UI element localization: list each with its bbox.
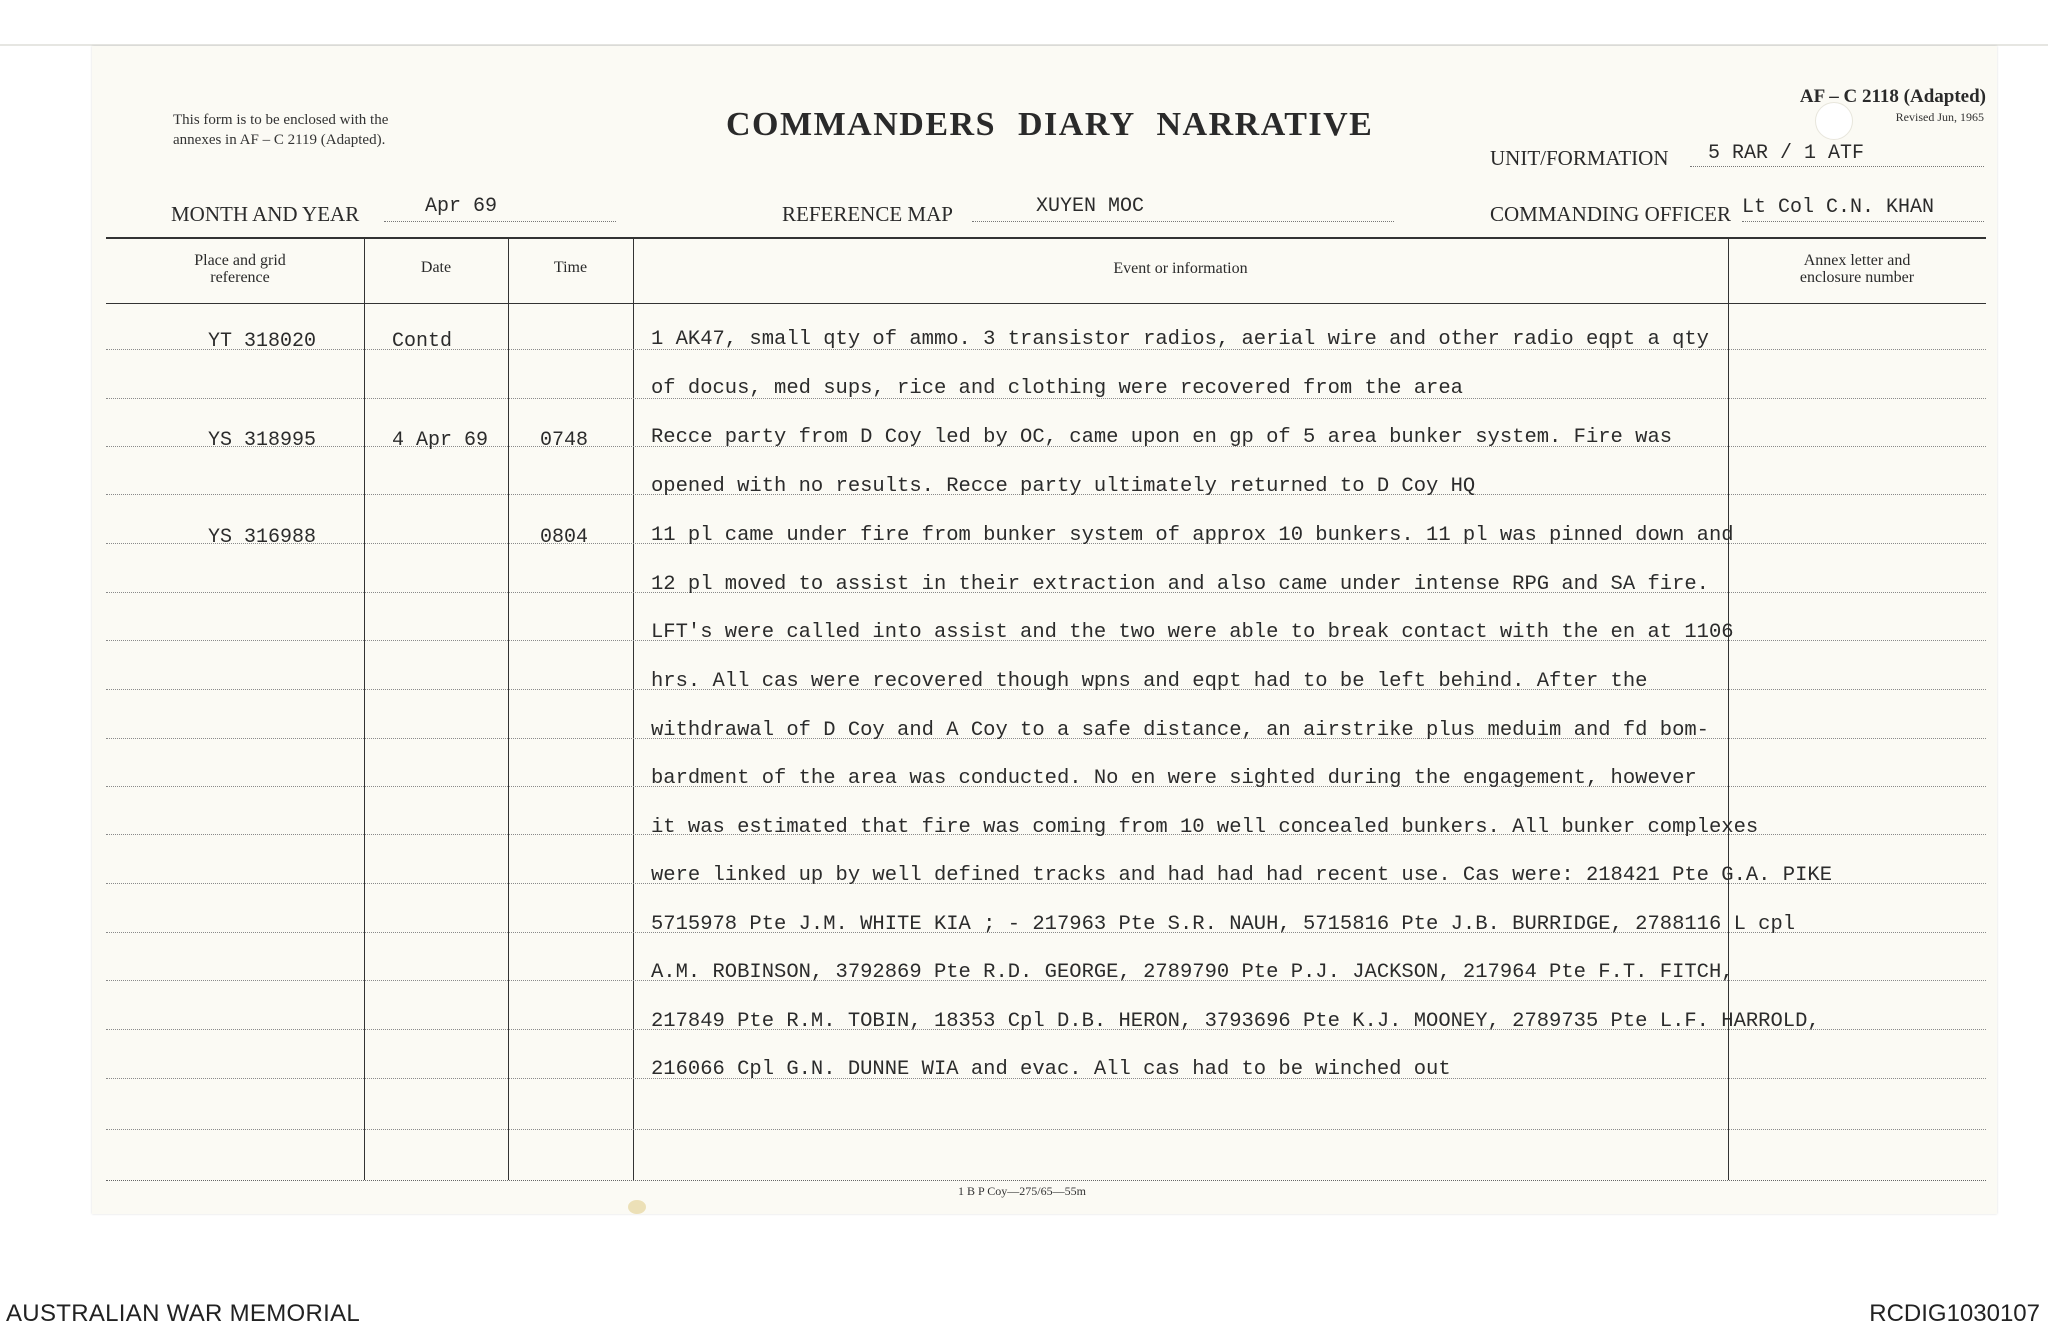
- map-dotline: [972, 221, 1394, 222]
- column-divider: [1728, 237, 1729, 1180]
- month-year-label: MONTH AND YEAR: [171, 202, 360, 226]
- archive-id: RCDIG1030107: [1869, 1300, 2040, 1327]
- reference-map-value: XUYEN MOC: [1036, 195, 1145, 218]
- unit-label: UNIT/FORMATION: [1490, 146, 1669, 170]
- enclose-note-line1: This form is to be enclosed with the: [173, 112, 389, 128]
- grid-ref: YS 316988: [208, 526, 317, 549]
- commanding-officer-value: Lt Col C.N. KHAN: [1742, 196, 1935, 219]
- event-line: 217849 Pte R.M. TOBIN, 18353 Cpl D.B. HERON, 3793696 Pte K.J. MOONEY, 2789735 Pte L.F. HARROLD,: [651, 1010, 1820, 1033]
- col-header-time: Time: [553, 259, 588, 276]
- column-divider: [508, 237, 509, 1180]
- event-line: A.M. ROBINSON, 3792869 Pte R.D. GEORGE, 2789790 Pte P.J. JACKSON, 217964 Pte F.T. FITCH,: [651, 961, 1734, 984]
- grid-ref: YT 318020: [208, 330, 317, 353]
- event-line: bardment of the area was conducted. No en were sighted during the engagement, however: [651, 767, 1697, 790]
- archive-caption: AUSTRALIAN WAR MEMORIAL: [6, 1300, 361, 1327]
- table-header-rule: [106, 303, 1986, 304]
- event-line: Recce party from D Coy led by OC, came upon en gp of 5 area bunker system. Fire was: [651, 426, 1673, 449]
- entry-date: 4 Apr 69: [392, 429, 489, 452]
- month-year-value: Apr 69: [425, 195, 498, 218]
- print-info: 1 B P Coy—275/65—55m: [958, 1184, 1086, 1198]
- col-header-annex-line2: enclosure number: [1799, 269, 1915, 286]
- entry-time: 0804: [540, 526, 589, 549]
- col-header-annex-line1: Annex letter and: [1803, 252, 1911, 269]
- form-code: AF – C 2118 (Adapted): [1799, 86, 1986, 107]
- table-bottom-rule: [106, 1180, 1986, 1181]
- entry-time: 0748: [540, 429, 589, 452]
- entry-date: Contd: [392, 330, 453, 353]
- event-line: 5715978 Pte J.M. WHITE KIA ; - 217963 Pte S.R. NAUH, 5715816 Pte J.B. BURRIDGE, 2788116 L cpl: [651, 913, 1796, 936]
- event-line: of docus, med sups, rice and clothing were recovered from the area: [651, 377, 1463, 400]
- col-header-event: Event or information: [1113, 260, 1248, 277]
- table-top-rule: [106, 237, 1986, 239]
- unit-value: 5 RAR / 1 ATF: [1708, 142, 1865, 165]
- col-header-date: Date: [420, 259, 452, 276]
- paper-stain: [628, 1200, 646, 1214]
- month-dotline: [384, 221, 616, 222]
- column-divider: [633, 237, 634, 1180]
- unit-dotline: [1690, 166, 1984, 167]
- event-line: 216066 Cpl G.N. DUNNE WIA and evac. All cas had to be winched out: [651, 1058, 1451, 1081]
- col-header-place-line2: reference: [210, 269, 270, 286]
- enclose-note: [173, 110, 388, 150]
- event-line: 1 AK47, small qty of ammo. 3 transistor radios, aerial wire and other radio eqpt a qty: [651, 328, 1709, 351]
- event-line: LFT's were called into assist and the two were able to break contact with the en at 1106: [651, 621, 1734, 644]
- column-divider: [364, 237, 365, 1180]
- event-line: were linked up by well defined tracks and had had had recent use. Cas were: 218421 Pte G.A. PIKE: [651, 864, 1832, 887]
- col-header-place-line1: Place and grid: [194, 252, 286, 269]
- commanding-officer-label: COMMANDING OFFICER: [1490, 202, 1731, 226]
- reference-map-label: REFERENCE MAP: [782, 202, 953, 226]
- event-line: withdrawal of D Coy and A Coy to a safe distance, an airstrike plus meduim and fd bom-: [651, 719, 1709, 742]
- form-revised: Revised Jun, 1965: [1895, 110, 1984, 124]
- event-line: 11 pl came under fire from bunker system of approx 10 bunkers. 11 pl was pinned down and: [651, 524, 1734, 547]
- form-title: COMMANDERS DIARY NARRATIVE: [726, 106, 1374, 143]
- row-rule: [106, 1129, 1986, 1130]
- event-line: it was estimated that fire was coming from 10 well concealed bunkers. All bunker complexes: [651, 816, 1759, 839]
- co-dotline: [1742, 221, 1984, 222]
- event-line: opened with no results. Recce party ultimately returned to D Coy HQ: [651, 475, 1476, 498]
- col-header-annex: [1728, 252, 1986, 286]
- event-line: hrs. All cas were recovered though wpns and eqpt had to be left behind. After the: [651, 670, 1648, 693]
- grid-ref: YS 318995: [208, 429, 317, 452]
- event-line: 12 pl moved to assist in their extraction and also came under intense RPG and SA fire.: [651, 573, 1709, 596]
- col-header-place: [140, 252, 340, 286]
- enclose-note-line2: annexes in AF – C 2119 (Adapted).: [173, 132, 386, 148]
